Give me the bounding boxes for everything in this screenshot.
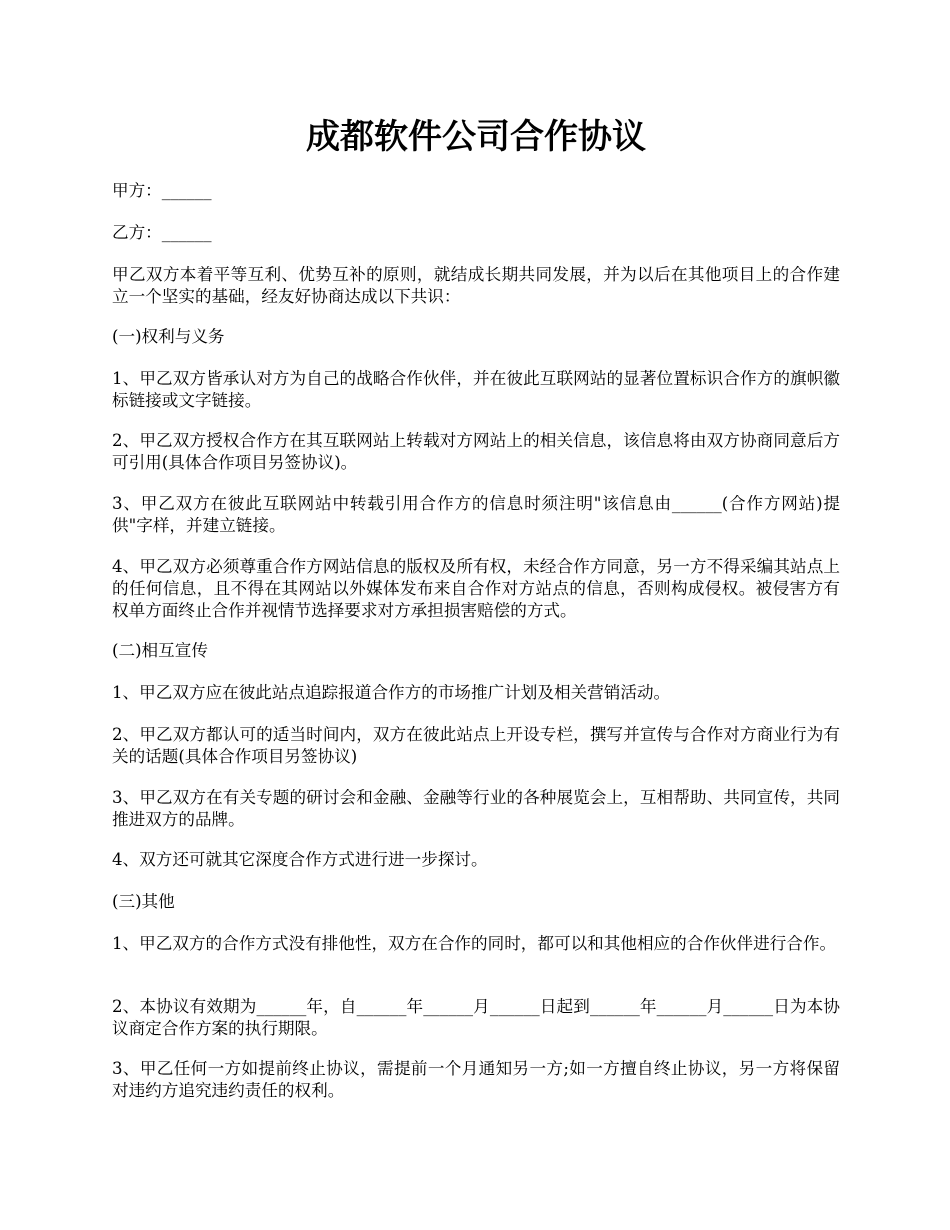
document-title: 成都软件公司合作协议 [306,117,646,157]
section-heading-rights: (一)权利与义务 [112,327,225,346]
clause-3-2: 2、本协议有效期为______年，自______年______月______日起到______年______月______日为本协议商定合作方案的执行期限。 [112,997,840,1038]
section-heading-promotion: (二)相互宣传 [112,641,208,660]
clause-1-2: 2、甲乙双方授权合作方在其互联网站上转载对方网站上的相关信息，该信息将由双方协商同意后方可引用(具体合作项目另签协议)。 [112,431,840,472]
party-a-line: 甲方：______ [112,181,212,200]
intro-paragraph: 甲乙双方本着平等互利、优势互补的原则，就结成长期共同发展，并为以后在其他项目上的合作建立一个坚实的基础，经友好协商达成以下共识： [112,265,840,306]
clause-3-1: 1、甲乙双方的合作方式没有排他性，双方在合作的同时，都可以和其他相应的合作伙伴进行合作。 [112,934,837,953]
clause-1-3: 3、甲乙双方在彼此互联网站中转载引用合作方的信息时须注明"该信息由______(合作方网站)提供"字样，并建立链接。 [112,494,840,535]
clause-1-4: 4、甲乙双方必须尊重合作方网站信息的版权及所有权，未经合作方同意，另一方不得采编其站点上的任何信息，且不得在其网站以外媒体发布来自合作对方站点的信息，否则构成侵权。被侵害方有权单方面终止合作并视情节选择要求对方承担损害赔偿的方式。 [112,557,840,620]
clause-3-3: 3、甲乙任何一方如提前终止协议，需提前一个月通知另一方;如一方擅自终止协议，另一方将保留对违约方追究违约责任的权利。 [112,1059,840,1100]
clause-2-2: 2、甲乙双方都认可的适当时间内，双方在彼此站点上开设专栏，撰写并宣传与合作对方商业行为有关的话题(具体合作项目另签协议) [112,725,840,766]
section-heading-other: (三)其他 [112,892,175,911]
party-b-line: 乙方：______ [112,223,212,242]
clause-2-4: 4、双方还可就其它深度合作方式进行进一步探讨。 [112,850,488,869]
clause-2-3: 3、甲乙双方在有关专题的研讨会和金融、金融等行业的各种展览会上，互相帮助、共同宣传，共同推进双方的品牌。 [112,788,840,829]
clause-1-1: 1、甲乙双方皆承认对方为自己的战略合作伙伴，并在彼此互联网站的显著位置标识合作方的旗帜徽标链接或文字链接。 [112,369,840,410]
clause-2-1: 1、甲乙双方应在彼此站点追踪报道合作方的市场推广计划及相关营销活动。 [112,683,671,702]
